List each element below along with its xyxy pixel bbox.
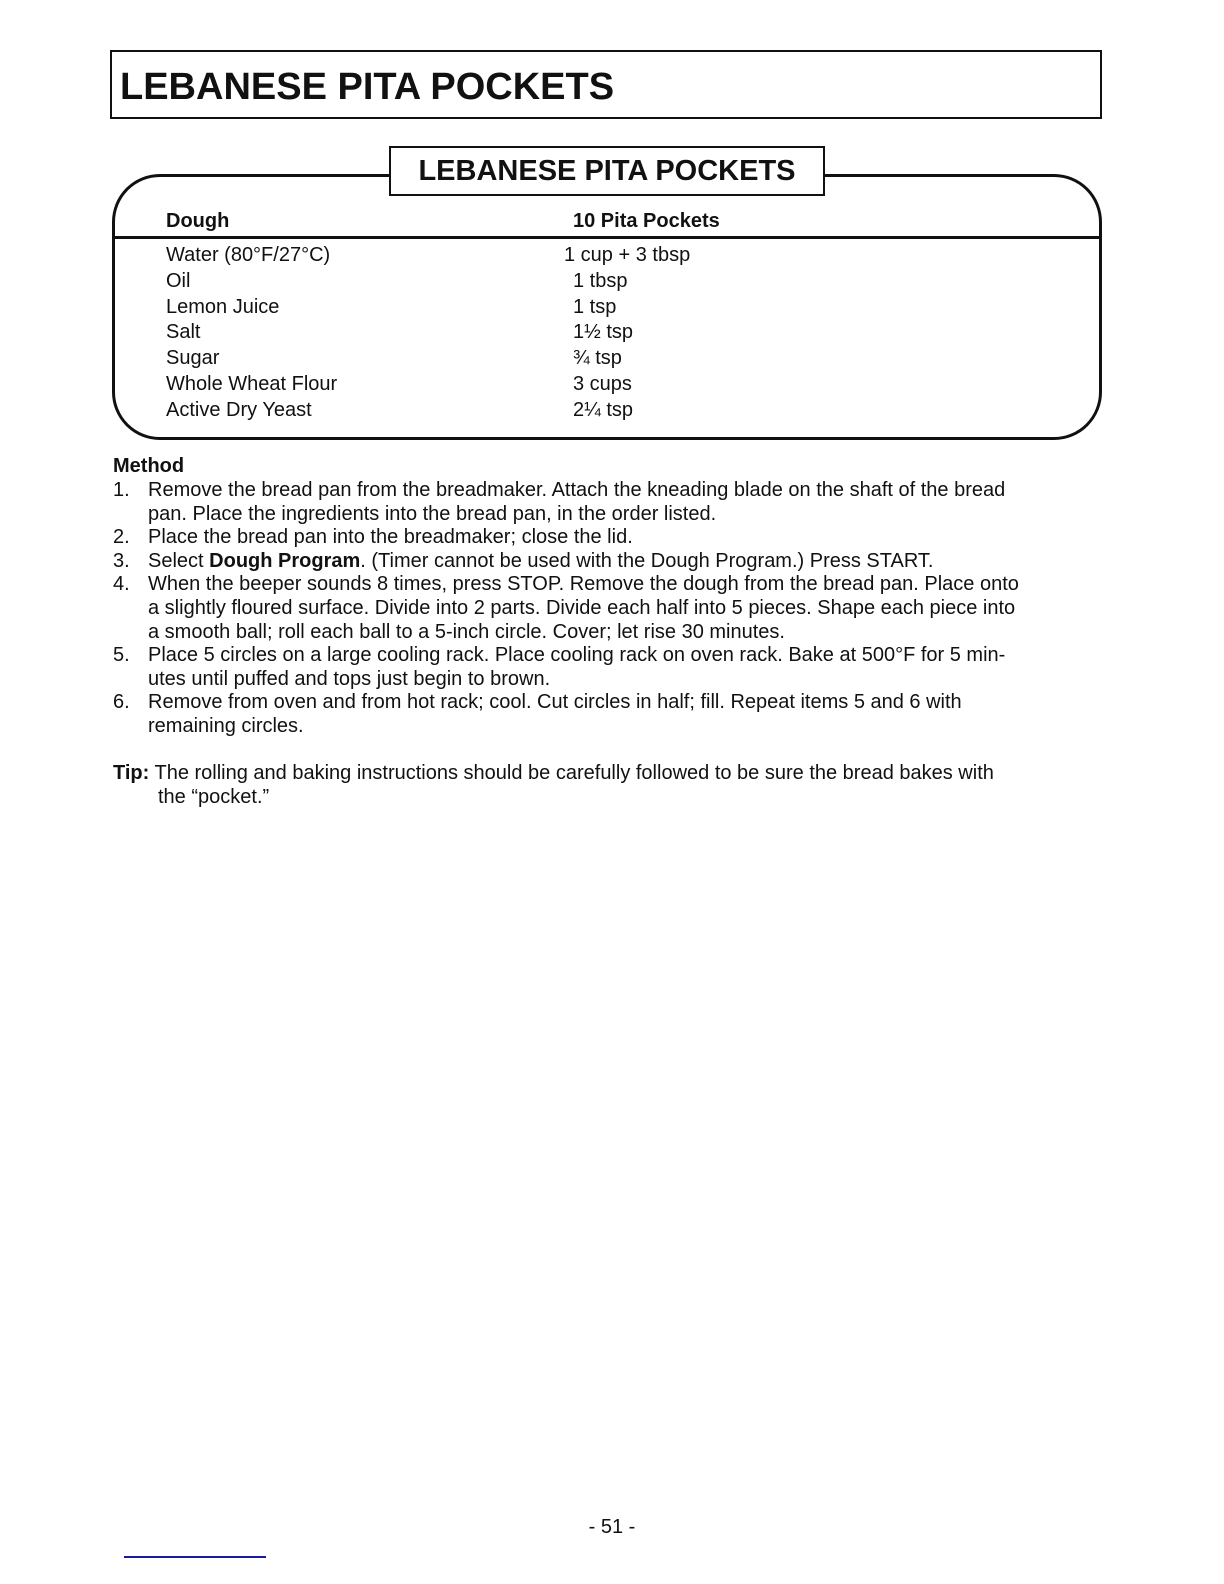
recipe-title: LEBANESE PITA POCKETS — [418, 155, 796, 187]
step-text-part: . (Timer cannot be used with the Dough Program.) Press START. — [360, 549, 934, 572]
ingredient-amount: 1 tsp — [573, 295, 617, 318]
step-number: 4. — [113, 573, 130, 596]
step-text: a slightly floured surface. Divide into 2 parts. Divide each half into 5 pieces. Shape each piece into — [148, 597, 1016, 619]
ingredient-name: Lemon Juice — [166, 295, 280, 318]
tip-text: The rolling and baking instructions should be carefully followed to be sure the bread bakes with — [149, 762, 994, 784]
ingredient-name: Oil — [166, 269, 191, 292]
page-title-box — [110, 50, 1102, 119]
col-header-yield: 10 Pita Pockets — [573, 210, 720, 232]
ingredient-name: Sugar — [166, 347, 220, 370]
step-text-part: Select — [148, 549, 210, 572]
tip-label: Tip: — [113, 762, 150, 784]
page-title: LEBANESE PITA POCKETS — [120, 66, 615, 108]
col-header-dough: Dough — [166, 210, 230, 232]
step-number: 5. — [113, 644, 130, 667]
step-text: Remove the bread pan from the breadmaker. Attach the kneading blade on the shaft of the bread — [148, 479, 1006, 501]
ingredient-name: Salt — [166, 321, 201, 344]
step-text: Place 5 circles on a large cooling rack. Place cooling rack on oven rack. Bake at 500°F for 5 min- — [148, 644, 1006, 667]
header-rule — [112, 236, 1100, 239]
step-text: utes until puffed and tops just begin to brown. — [148, 667, 551, 690]
step-text: Remove from oven and from hot rack; cool. Cut circles in half; fill. Repeat items 5 and 6 with — [148, 691, 962, 714]
ingredient-amount: 1 cup + 3 tbsp — [564, 244, 691, 266]
ingredient-amount: 1½ tsp — [573, 321, 634, 344]
recipe-title-box — [389, 146, 825, 196]
footer-link-line — [124, 1556, 266, 1558]
step-text: remaining circles. — [148, 715, 304, 737]
ingredient-amount: 3 cups — [573, 373, 632, 395]
ingredient-name: Whole Wheat Flour — [166, 373, 338, 395]
step-text: When the beeper sounds 8 times, press STOP. Remove the dough from the bread pan. Place onto — [148, 573, 1019, 596]
page-number: - 51 - — [588, 1516, 636, 1538]
step-text: a smooth ball; roll each ball to a 5-inch circle. Cover; let rise 30 minutes. — [148, 620, 785, 643]
program-name: Dough Program — [209, 549, 361, 572]
tip-line-2: the “pocket.” — [158, 786, 270, 808]
tip-line-1 — [113, 762, 994, 785]
step-number: 1. — [113, 479, 130, 501]
step-number: 6. — [113, 691, 130, 714]
ingredient-name: Water (80°F/27°C) — [166, 244, 331, 266]
ingredient-amount: 1 tbsp — [573, 269, 628, 292]
step-text: pan. Place the ingredients into the bread pan, in the order listed. — [148, 502, 717, 525]
method-heading: Method — [113, 455, 185, 477]
step-number: 3. — [113, 549, 130, 572]
ingredient-amount: 2¼ tsp — [573, 398, 634, 421]
step-text: Place the bread pan into the breadmaker; close the lid. — [148, 526, 633, 549]
step-number: 2. — [113, 526, 130, 549]
ingredient-amount: ¾ tsp — [573, 347, 622, 370]
ingredient-name: Active Dry Yeast — [166, 398, 312, 421]
step-text — [148, 550, 933, 573]
